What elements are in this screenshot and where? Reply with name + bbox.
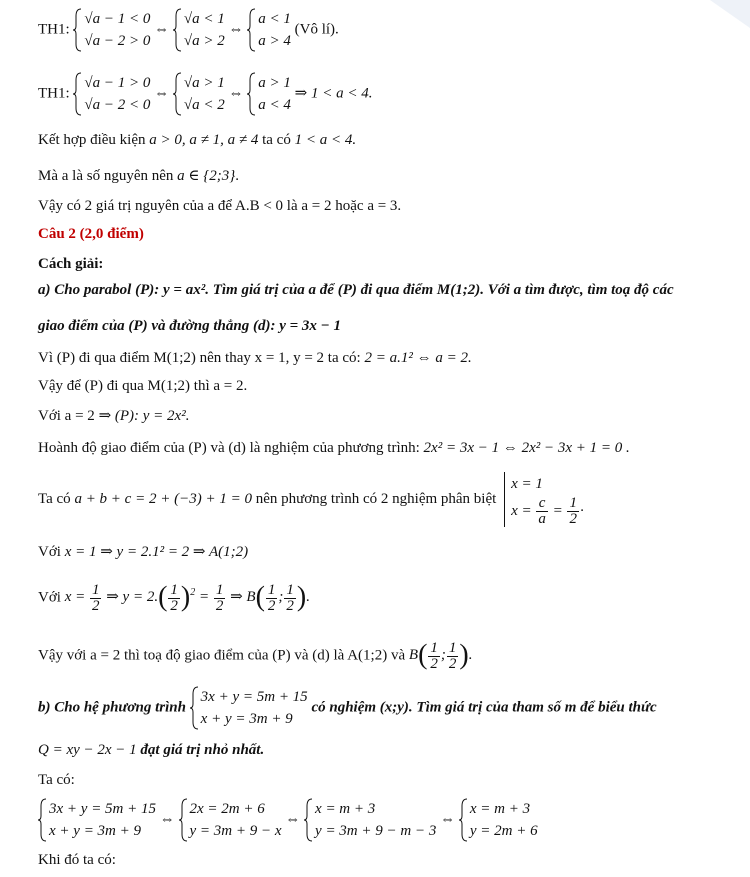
conclusion-line: Vậy có 2 giá trị nguyên của a để A.B < 0 là a = 2 hoặc a = 3. — [38, 198, 402, 214]
parabola-line: Với a = 2 ⇒ (P): y = 2x². — [38, 408, 190, 424]
part-a-statement: a) Cho parabol (P): y = ax². Tìm giá trị của a để (P) đi qua điểm M(1;2). Với a tìm được, tìm toạ độ các — [38, 282, 674, 298]
system: x = m + 3 y = 2m + 6 — [459, 798, 538, 842]
system-solve-line: 3x + y = 5m + 15 x + y = 3m + 9 ⇔ 2x = 2m + 6 y = 3m + 9 − x ⇔ x = m + 3 y = 3m + 9 − m − 3 ⇔ x = m + 3 y = 2m + 6 — [38, 798, 538, 842]
intersection-equation-line: Hoành độ giao điểm của (P) và (d) là nghiệm của phương trình: 2x² = 3x − 1 ⇔ 2x² − 3x + 1 = 0 . — [38, 440, 630, 456]
substitute-line: Vì (P) đi qua điểm M(1;2) nên thay x = 1, y = 2 ta có: 2 = a.1² ⇔ a = 2. — [38, 350, 472, 366]
roots-line: Ta có a + b + c = 2 + (−3) + 1 = 0 nên phương trình có 2 nghiệm phân biệt x = 1 x = $\frac{c}{a}$ = $\frac{1}{2}$ · — [38, 472, 584, 527]
system: √a − 1 < 0 √a − 2 > 0 — [73, 8, 150, 52]
condition-line: Kết hợp điều kiện a > 0, a ≠ 1, a ≠ 4 ta có 1 < a < 4. — [38, 132, 357, 148]
system: √a < 1 √a > 2 — [173, 8, 225, 52]
part-b-statement-cont: Q = xy − 2x − 1 đạt giá trị nhỏ nhất. — [38, 742, 265, 758]
system: a > 1 a < 4 — [247, 72, 291, 116]
system: √a − 1 > 0 √a − 2 < 0 — [73, 72, 150, 116]
integer-line: Mà a là số nguyên nên a ∈ {2;3}. — [38, 168, 239, 184]
summary-line: Vậy với a = 2 thì toạ độ giao điểm của (P) và (d) là A(1;2) và B( $\frac{1}{2}$ ; $\frac{1}{2}$ ). — [38, 639, 473, 672]
system: 3x + y = 5m + 15 x + y = 3m + 9 — [38, 798, 156, 842]
part-a-statement-cont: giao điểm của (P) và đường thẳng (d): y = 3x − 1 — [38, 318, 341, 334]
part-b-statement: b) Cho hệ phương trình 3x + y = 5m + 15 x + y = 3m + 9 có nghiệm (x;y). Tìm giá trị của tham số m để biểu thức — [38, 686, 657, 730]
system: 2x = 2m + 6 y = 3m + 9 − x — [179, 798, 282, 842]
then-line: Khi đó ta có: — [38, 852, 116, 868]
case-2-line: TH1: √a − 1 > 0 √a − 2 < 0 ⇔ √a > 1 √a < 2 ⇔ a > 1 a < 4 ⇒ 1 < a < 4. — [38, 72, 372, 116]
system: 3x + y = 5m + 15 x + y = 3m + 9 — [190, 686, 308, 730]
corner-decoration — [690, 0, 750, 30]
system: √a > 1 √a < 2 — [173, 72, 225, 116]
solution-heading: Cách giải: — [38, 256, 104, 272]
case-1-line: TH1: √a − 1 < 0 √a − 2 > 0 ⇔ √a < 1 √a > 2 ⇔ a < 1 a > 4 (Vô lí). — [38, 8, 339, 52]
point-b-line: Với x = $\frac{1}{2}$ ⇒ y = 2.( $\frac{1}{2}$ )$^2$ = $\frac{1}{2}$ ⇒ B( $\frac{1}{2}$ ; $\frac{1}{2}$ ). — [38, 581, 310, 614]
question-2-heading: Câu 2 (2,0 điểm) — [38, 226, 144, 242]
point-a-line: Với x = 1 ⇒ y = 2.1² = 2 ⇒ A(1;2) — [38, 544, 249, 560]
system: x = m + 3 y = 3m + 9 − m − 3 — [304, 798, 436, 842]
a-value-line: Vậy để (P) đi qua M(1;2) thì a = 2. — [38, 378, 248, 394]
system: a < 1 a > 4 — [247, 8, 291, 52]
we-have-line: Ta có: — [38, 772, 75, 788]
